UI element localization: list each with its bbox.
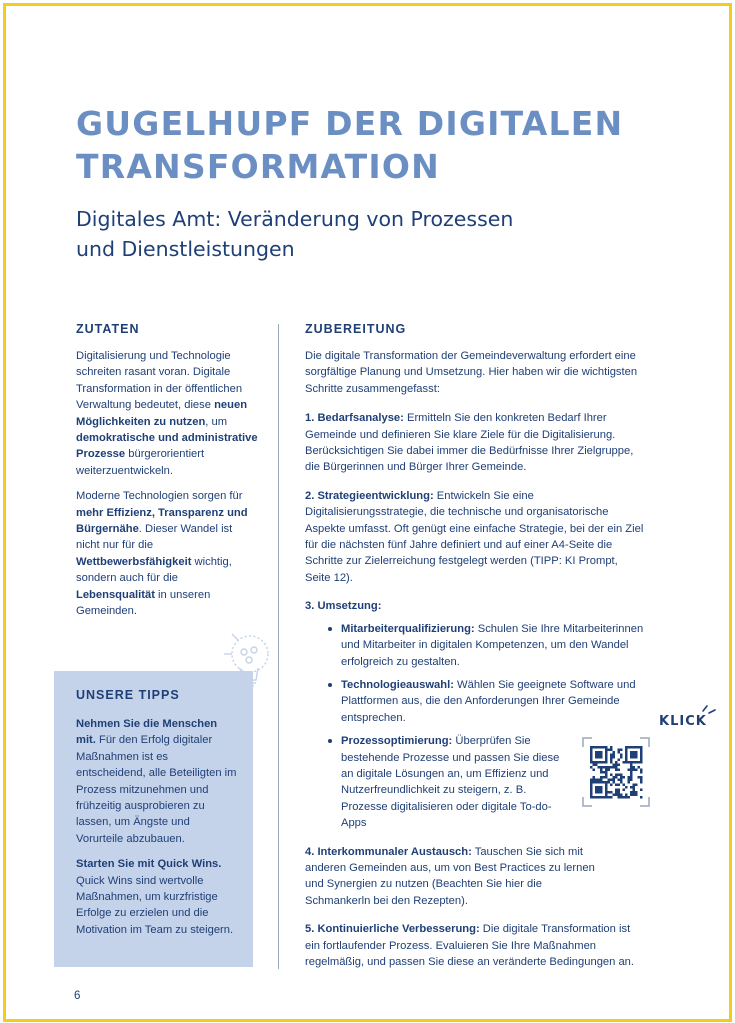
subtitle-line-1: Digitales Amt: Veränderung von Prozessen bbox=[76, 207, 514, 231]
tip-people: Nehmen Sie die Menschen mit. Für den Erfolg digitaler Maßnahmen ist es entscheidend, alle Beteiligten im Prozess mitzunehmen und frühzeitig ausprobieren zu lassen, um Ängste und Vorurteile abzubauen. bbox=[76, 718, 237, 845]
subtitle-line-2: und Dienstleistungen bbox=[76, 237, 295, 261]
zutaten-paragraph-1: Digitalisierung und Technologie schreiten rasant voran. Digitale Transformation in der öffentlichen Verwaltung bedeutet, diese neuen Möglichkeiten zu nutzen, um demokratische und administrative Prozesse bürgerorientiert weiterzuentwickeln. bbox=[76, 350, 258, 477]
zubereitung-intro: Die digitale Transformation der Gemeindeverwaltung erfordert eine sorgfältige Planung und Umsetzung. Hier haben wir die wichtigsten Schritte zusammengefasst: bbox=[305, 350, 638, 395]
qr-code-icon[interactable] bbox=[582, 737, 650, 807]
page-number: 6 bbox=[74, 990, 81, 1002]
steps-list bbox=[305, 410, 645, 970]
zubereitung-section bbox=[305, 322, 645, 982]
title-line-2: TRANSFORMATION bbox=[76, 147, 440, 186]
tips-heading: UNSERE TIPPS bbox=[76, 688, 180, 702]
step-item: 3. Umsetzung: Mitarbeiterqualifizierung: Schulen Sie Ihre Mitarbeiterinnen und Mitarbeiter in digitalen Kompetenzen, um den Wandel erfolgreich zu gestalten. Technologieauswahl: Wählen Sie geeignete Software und Plattformen aus, die den Anforderungen Ihrer Gemeinde entsprechen. Prozessoptimierung: Überprüfen Sie bestehende Prozesse und passen Sie diese an digitale Lösungen an, um Effizienz und Nutzerfreundlichkeit zu steigern, z. B. Prozesse digitalisieren oder digitale To-do-Apps bbox=[305, 598, 645, 831]
step-item: 4. Interkommunaler Austausch: Tauschen Sie sich mit anderen Gemeinden aus, um von Best Practices zu lernen und Synergien zu nutzen (Beachten Sie hier die Schmankerln bei den Rezepten). bbox=[305, 845, 595, 907]
klick-label: KLICK bbox=[659, 714, 707, 729]
step-item: 1. Bedarfsanalyse: Ermitteln Sie den konkreten Bedarf Ihrer Gemeinde und definieren Sie klare Ziele für die Digitalisierung. Berücksichtigen Sie dabei immer die Bedürfnisse Ihrer Zielgruppe, die Bürgerinnen und Bürger Ihrer Gemeinde. bbox=[305, 412, 634, 474]
zubereitung-heading: ZUBEREITUNG bbox=[305, 322, 407, 336]
substep-item: Technologieauswahl: Wählen Sie geeignete Software und Plattformen aus, die den Anforderungen Ihrer Gemeinde entsprechen. bbox=[327, 677, 645, 726]
zutaten-section bbox=[76, 322, 258, 620]
page-subtitle bbox=[76, 204, 513, 264]
zutaten-heading: ZUTATEN bbox=[76, 322, 140, 336]
tips-box bbox=[54, 671, 253, 967]
page-title bbox=[76, 102, 623, 188]
title-line-1: GUGELHUPF DER DIGITALEN bbox=[76, 104, 624, 143]
substep-item: Prozessoptimierung: Überprüfen Sie bestehende Prozesse und passen Sie diese an digitale Lösungen an, um Effizienz und Nutzerfreundlichkeit zu steigern, z. B. Prozesse digitalisieren oder digitale To-do-Apps bbox=[327, 733, 573, 831]
tip-quick-wins: Starten Sie mit Quick Wins. Quick Wins sind wertvolle Maßnahmen, um kurzfristige Erfolge zu erzielen und die Motivation im Team zu steigern. bbox=[76, 858, 234, 936]
substep-item: Mitarbeiterqualifizierung: Schulen Sie Ihre Mitarbeiterinnen und Mitarbeiter in digitalen Kompetenzen, um den Wandel erfolgreich zu gestalten. bbox=[327, 621, 645, 670]
column-divider bbox=[278, 324, 279, 969]
step-item: 5. Kontinuierliche Verbesserung: Die digitale Transformation ist ein fortlaufender Prozess. Evaluieren Sie Ihre Maßnahmen regelmäßig, und passen Sie diese an veränderte Bedingungen an. bbox=[305, 923, 635, 968]
step-item: 2. Strategieentwicklung: Entwickeln Sie eine Digitalisierungsstrategie, die technische und organisatorische Aspekte umfasst. Oft genügt eine einfache Strategie, bei der ein Ziel für die nächsten fünf Jahre definiert und auf einer A4-Seite die Schritte zur Zielerreichung festgelegt werden (TIPP: KI Prompt, Seite 12). bbox=[305, 489, 644, 584]
zutaten-paragraph-2: Moderne Technologien sorgen für mehr Effizienz, Transparenz und Bürgernähe. Dieser Wandel ist nicht nur für die Wettbewerbsfähigkeit wichtig, sondern auch für die Lebensqualität in unseren Gemeinden. bbox=[76, 490, 248, 618]
